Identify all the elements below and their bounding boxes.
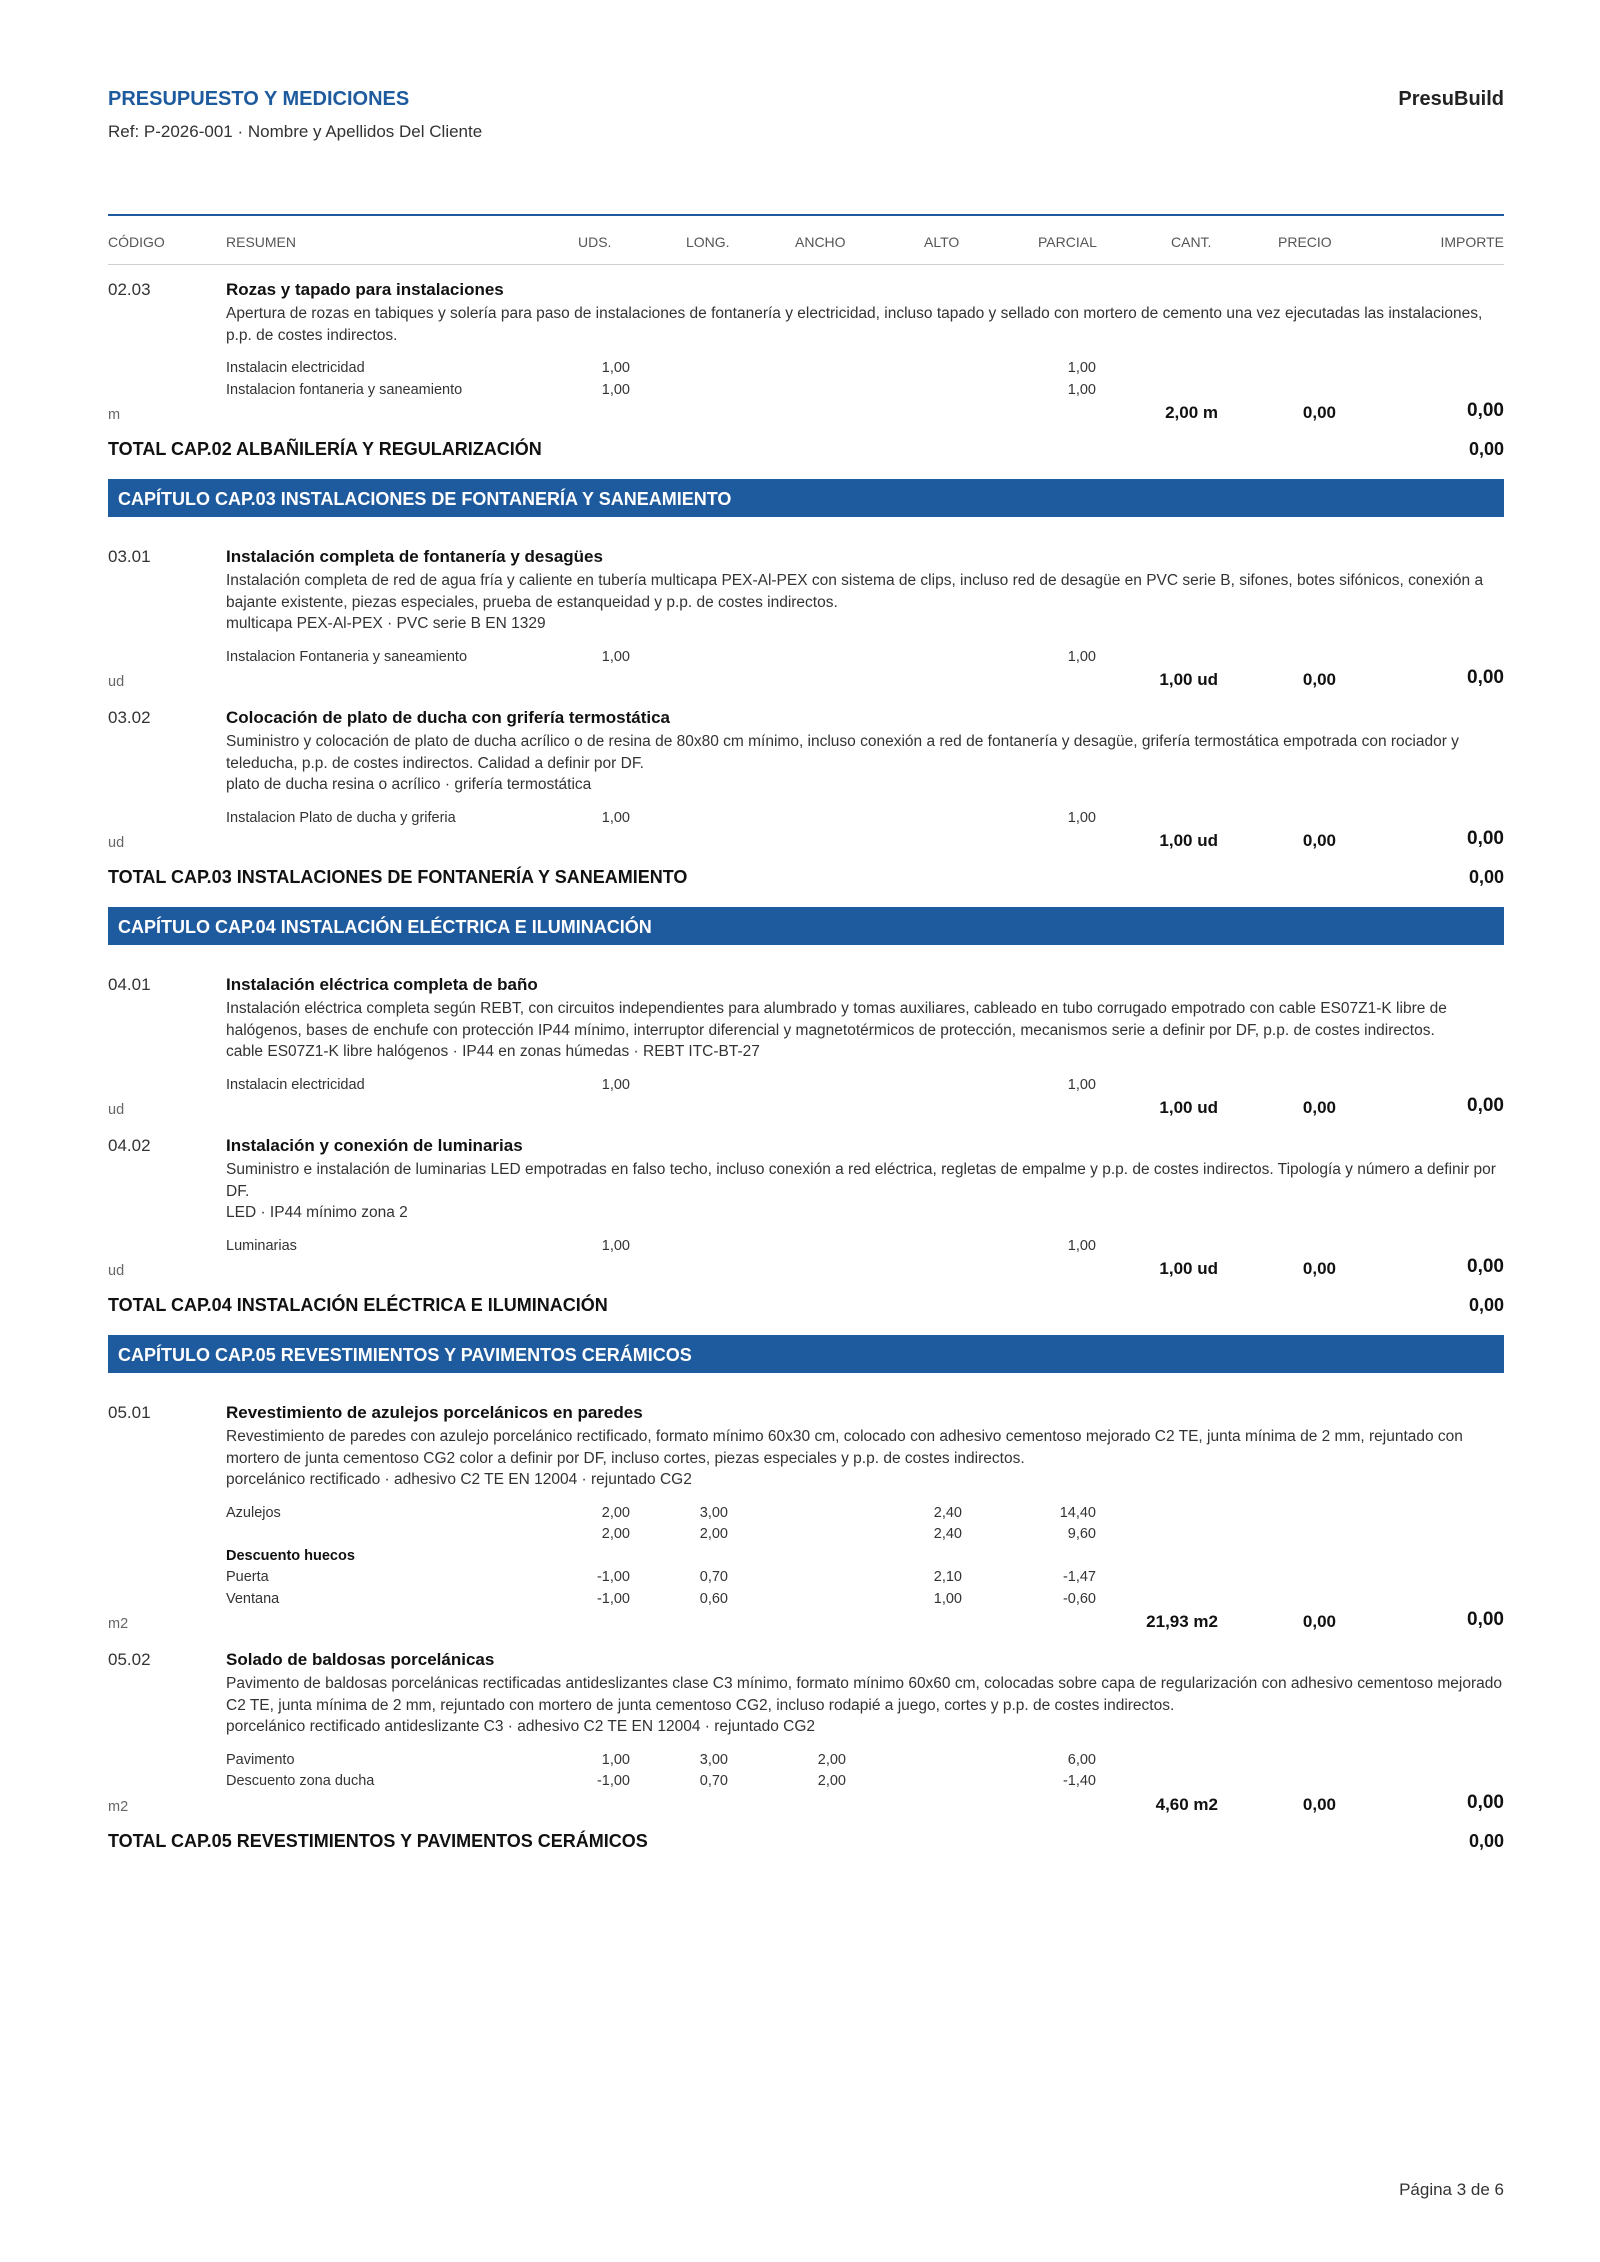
item-body [226,1387,1504,1491]
col-cant: CANT. [1171,234,1212,250]
chapter-title: CAPÍTULO CAP.03 INSTALACIONES DE FONTANERÍA Y SANEAMIENTO [118,489,732,509]
chapter-title: CAPÍTULO CAP.04 INSTALACIÓN ELÉCTRICA E ILUMINACIÓN [118,917,652,937]
col-resumen: RESUMEN [226,234,297,250]
item-quantity: 2,00 m [1165,403,1218,422]
item-quantity: 1,00 ud [1159,1098,1218,1117]
measurement-alto: 1,00 [933,1590,962,1607]
measurement-label: Instalacin electricidad [226,1076,365,1093]
budget-item [108,959,1504,1120]
item-description: Instalación completa de red de agua fría y caliente en tubería multicapa PEX-Al-PEX con sistema de clips, incluso red de desagüe en PVC serie B, sifones, botes sifónicos, conexión a bajante existente, piezas especiales, prueba de estanqueidad y p.p. de costes indirectos. [226,572,1484,611]
item-code: 04.01 [108,975,151,994]
item-spec: cable ES07Z1-K libre halógenos · IP44 en zonas húmedas · REBT ITC-BT-27 [226,1043,760,1060]
measurement-parcial: 1,00 [1067,648,1096,665]
item-title: Solado de baldosas porcelánicas [226,1650,495,1669]
chapter-total-amount: 0,00 [1468,439,1504,459]
measurement-parcial: 1,00 [1067,1237,1096,1254]
item-price: 0,00 [1302,670,1336,689]
measurement-uds: 1,00 [601,648,630,665]
measurement-label: Ventana [226,1590,280,1607]
measurement-alto: 2,40 [933,1526,962,1542]
budget-item [108,692,1504,853]
item-title: Rozas y tapado para instalaciones [226,280,504,299]
chapter-total-row [108,425,1504,469]
measurement-parcial: 1,00 [1067,809,1096,826]
item-totals-row [108,1793,1504,1817]
measurement-label: Instalacin electricidad [226,360,365,376]
header-divider [108,214,1504,216]
measurement-label: Azulejos [226,1504,281,1521]
item-code: 05.02 [108,1650,151,1669]
item-price: 0,00 [1302,1098,1336,1117]
measurement-long: 0,70 [699,1773,728,1789]
measurement-uds: 1,00 [601,1076,630,1093]
item-description: Pavimento de baldosas porcelánicas rectificadas antideslizantes clase C3 mínimo, formato mínimo 60x60 cm, colocadas sobre capa de regularización con adhesivo cementoso mejorado C2 TE, junta mínima de 2 mm, rejuntado con mortero de junta cementoso CG2, incluso rodapié a juego, cortes y p.p. de costes indirectos. [226,1675,1502,1714]
document-title: PRESUPUESTO Y MEDICIONES [108,88,410,110]
chapter-total-row [108,1281,1504,1325]
measurement-uds: 2,00 [601,1504,630,1521]
item-spec: plato de ducha resina o acrílico · grifería termostática [226,776,592,793]
chapter-total-row [108,853,1504,897]
chapter-total-label: TOTAL CAP.03 INSTALACIONES DE FONTANERÍA Y SANEAMIENTO [108,867,688,887]
item-unit: ud [108,1102,125,1118]
item-body [226,1634,1504,1738]
measurement-row [108,1567,1504,1589]
measurement-lines [108,358,1504,401]
col-ancho: ANCHO [795,234,846,250]
measurement-long: 0,60 [699,1590,728,1607]
measurement-uds: -1,00 [596,1590,630,1607]
item-totals-row [108,668,1504,692]
col-precio: PRECIO [1278,234,1332,250]
measurement-row [108,808,1504,830]
measurement-label: Pavimento [226,1751,295,1768]
item-quantity: 1,00 ud [1159,670,1218,689]
item-body [226,959,1504,1063]
item-amount: 0,00 [1467,400,1504,421]
item-description: Suministro e instalación de luminarias LED empotradas en falso techo, incluso conexión a red eléctrica, regletas de empalme y p.p. de costes indirectos. Tipología y número a definir por DF. [226,1161,1496,1200]
item-body [226,1120,1504,1224]
measurement-row [108,1503,1504,1525]
measurement-lines [108,1236,1504,1258]
col-alto: ALTO [924,234,960,250]
chapter-total-label: TOTAL CAP.05 REVESTIMIENTOS Y PAVIMENTOS CERÁMICOS [108,1830,648,1851]
item-amount: 0,00 [1467,1256,1504,1277]
item-quantity: 1,00 ud [1159,1259,1218,1278]
measurement-parcial: 1,00 [1067,360,1096,376]
measurement-uds: 2,00 [601,1526,630,1542]
item-amount: 0,00 [1467,1609,1504,1630]
measurement-ancho: 2,00 [817,1773,846,1789]
item-amount: 0,00 [1467,1791,1504,1813]
budget-item [108,1387,1504,1634]
measurement-row [108,1750,1504,1772]
measurement-parcial: 9,60 [1067,1526,1096,1542]
item-price: 0,00 [1302,1612,1336,1631]
measurement-row [108,1236,1504,1258]
item-totals-row [108,401,1504,425]
measurement-label: Instalacion Fontaneria y saneamiento [226,648,468,665]
measurement-uds: 1,00 [601,809,630,826]
measurement-long: 3,00 [699,1751,728,1768]
measurement-row [108,1589,1504,1611]
item-title: Instalación eléctrica completa de baño [226,975,538,994]
measurement-row [108,1524,1504,1546]
measurement-uds: 1,00 [601,1751,630,1768]
measurement-alto: 2,10 [933,1569,962,1585]
item-code: 03.01 [108,547,151,566]
measurement-label: Luminarias [226,1237,297,1254]
budget-item [108,1120,1504,1281]
col-long: LONG. [686,234,730,250]
measurement-uds: -1,00 [596,1773,630,1789]
measurement-parcial: 6,00 [1067,1751,1096,1768]
measurement-row [108,358,1504,380]
item-spec: multicapa PEX-Al-PEX · PVC serie B EN 1329 [226,615,546,632]
measurement-parcial: -1,40 [1062,1773,1096,1789]
item-unit: ud [108,674,125,690]
item-description: Suministro y colocación de plato de ducha acrílico o de resina de 80x80 cm mínimo, incluso conexión a red de fontanería y desagüe, grifería termostática empotrada con rociador y teleducha, p.p. de costes indirectos. Calidad a definir por DF. [226,733,1459,772]
item-title: Instalación y conexión de luminarias [226,1136,523,1155]
measurement-uds: 1,00 [601,1237,630,1254]
measurement-label: Descuento huecos [226,1547,355,1564]
item-quantity: 4,60 m2 [1155,1794,1218,1814]
column-header-row [108,232,1504,265]
measurement-alto: 2,40 [933,1504,962,1521]
item-body [226,531,1504,635]
measurement-ancho: 2,00 [817,1751,846,1768]
measurement-lines [108,647,1504,669]
item-totals-row [108,829,1504,853]
chapter-total-label: TOTAL CAP.04 INSTALACIÓN ELÉCTRICA E ILUMINACIÓN [108,1295,608,1315]
chapter-header [108,1335,1504,1373]
measurement-long: 3,00 [699,1504,728,1521]
item-description: Instalación eléctrica completa según REBT, con circuitos independientes para alumbrado y tomas auxiliares, cableado en tubo corrugado empotrado con cable ES07Z1-K libre de halógenos, bases de enchufe con protección IP44 mínimo, interruptor diferencial y magnetotérmicos de protección, mecanismos serie a definir por DF, p.p. de costes indirectos. [226,1000,1447,1039]
item-body [226,264,1504,346]
measurement-lines [108,1503,1504,1611]
measurement-parcial: 1,00 [1067,381,1096,398]
item-amount: 0,00 [1467,667,1504,688]
item-spec: LED · IP44 mínimo zona 2 [226,1204,408,1221]
item-quantity: 21,93 m2 [1146,1612,1218,1631]
col-codigo: CÓDIGO [108,234,165,250]
chapter-header [108,907,1504,945]
measurement-row [108,1771,1504,1793]
item-totals-row [108,1257,1504,1281]
measurement-uds: 1,00 [601,360,630,376]
item-body [226,692,1504,796]
measurement-lines [108,1075,1504,1097]
measurement-label: Descuento zona ducha [226,1773,375,1789]
item-description: Revestimiento de paredes con azulejo porcelánico rectificado, formato mínimo 60x30 cm, colocado con adhesivo cementoso mejorado C2 TE, junta mínima de 2 mm, rejuntado con mortero de junta cementoso CG2 color a definir por DF, incluso cortes, piezas especiales y p.p. de costes indirectos. [226,1428,1463,1467]
item-code: 03.02 [108,708,151,727]
item-totals-row [108,1096,1504,1120]
chapter-total-amount: 0,00 [1468,1830,1504,1851]
chapter-total-label: TOTAL CAP.02 ALBAÑILERÍA Y REGULARIZACIÓN [108,439,542,459]
item-title: Instalación completa de fontanería y desagües [226,547,603,566]
item-unit: m2 [108,1616,129,1632]
col-importe: IMPORTE [1440,234,1504,250]
measurement-uds: 1,00 [601,381,630,398]
item-quantity: 1,00 ud [1159,831,1218,850]
measurement-row [108,1075,1504,1097]
measurement-uds: -1,00 [596,1569,630,1585]
measurement-lines [108,808,1504,830]
item-price: 0,00 [1302,403,1336,422]
measurement-parcial: -1,47 [1062,1569,1096,1585]
item-title: Revestimiento de azulejos porcelánicos en paredes [226,1403,643,1422]
item-price: 0,00 [1302,831,1336,850]
budget-item [108,264,1504,425]
item-code: 04.02 [108,1136,151,1155]
measurement-row [108,380,1504,402]
chapter-title: CAPÍTULO CAP.05 REVESTIMIENTOS Y PAVIMENTOS CERÁMICOS [118,1345,692,1365]
col-uds: UDS. [578,234,612,250]
budget-content [108,264,1504,1861]
item-unit: ud [108,1263,125,1279]
item-amount: 0,00 [1467,1095,1504,1116]
measurement-label: Puerta [226,1569,269,1585]
item-description: Apertura de rozas en tabiques y solería para paso de instalaciones de fontanería y electricidad, incluso tapado y sellado con mortero de cemento una vez ejecutadas las instalaciones, p.p. de costes indirectos. [226,305,1483,344]
chapter-header [108,479,1504,517]
measurement-parcial: 1,00 [1067,1076,1096,1093]
item-title: Colocación de plato de ducha con grifería termostática [226,708,670,727]
document-page [108,0,1504,2262]
col-parcial: PARCIAL [1038,234,1097,250]
measurement-lines [108,1750,1504,1793]
budget-item [108,1634,1504,1817]
item-amount: 0,00 [1467,828,1504,849]
chapter-total-row [108,1817,1504,1861]
measurement-long: 0,70 [699,1569,728,1585]
chapter-total-amount: 0,00 [1468,1295,1504,1315]
item-unit: ud [108,835,125,851]
item-code: 05.01 [108,1403,151,1422]
page-number: Página 3 de 6 [1399,2180,1504,2199]
measurement-label: Instalacion fontaneria y saneamiento [226,381,463,398]
item-spec: porcelánico rectificado antideslizante C3 · adhesivo C2 TE EN 12004 · rejuntado CG2 [226,1718,816,1735]
document-reference: Ref: P-2026-001 · Nombre y Apellidos Del Cliente [108,122,483,141]
measurement-parcial: -0,60 [1062,1590,1096,1607]
item-spec: porcelánico rectificado · adhesivo C2 TE EN 12004 · rejuntado CG2 [226,1471,692,1488]
measurement-long: 2,00 [699,1526,728,1542]
item-price: 0,00 [1302,1259,1336,1278]
chapter-total-amount: 0,00 [1468,867,1504,887]
item-unit: m2 [108,1798,129,1815]
measurement-parcial: 14,40 [1059,1504,1096,1521]
item-totals-row [108,1610,1504,1634]
measurement-label: Instalacion Plato de ducha y griferia [226,809,456,826]
item-unit: m [108,407,121,423]
item-price: 0,00 [1302,1794,1336,1814]
budget-item [108,531,1504,692]
item-code: 02.03 [108,280,151,299]
brand-name: PresuBuild [1398,88,1504,110]
measurement-row [108,647,1504,669]
measurement-row [108,1546,1504,1568]
